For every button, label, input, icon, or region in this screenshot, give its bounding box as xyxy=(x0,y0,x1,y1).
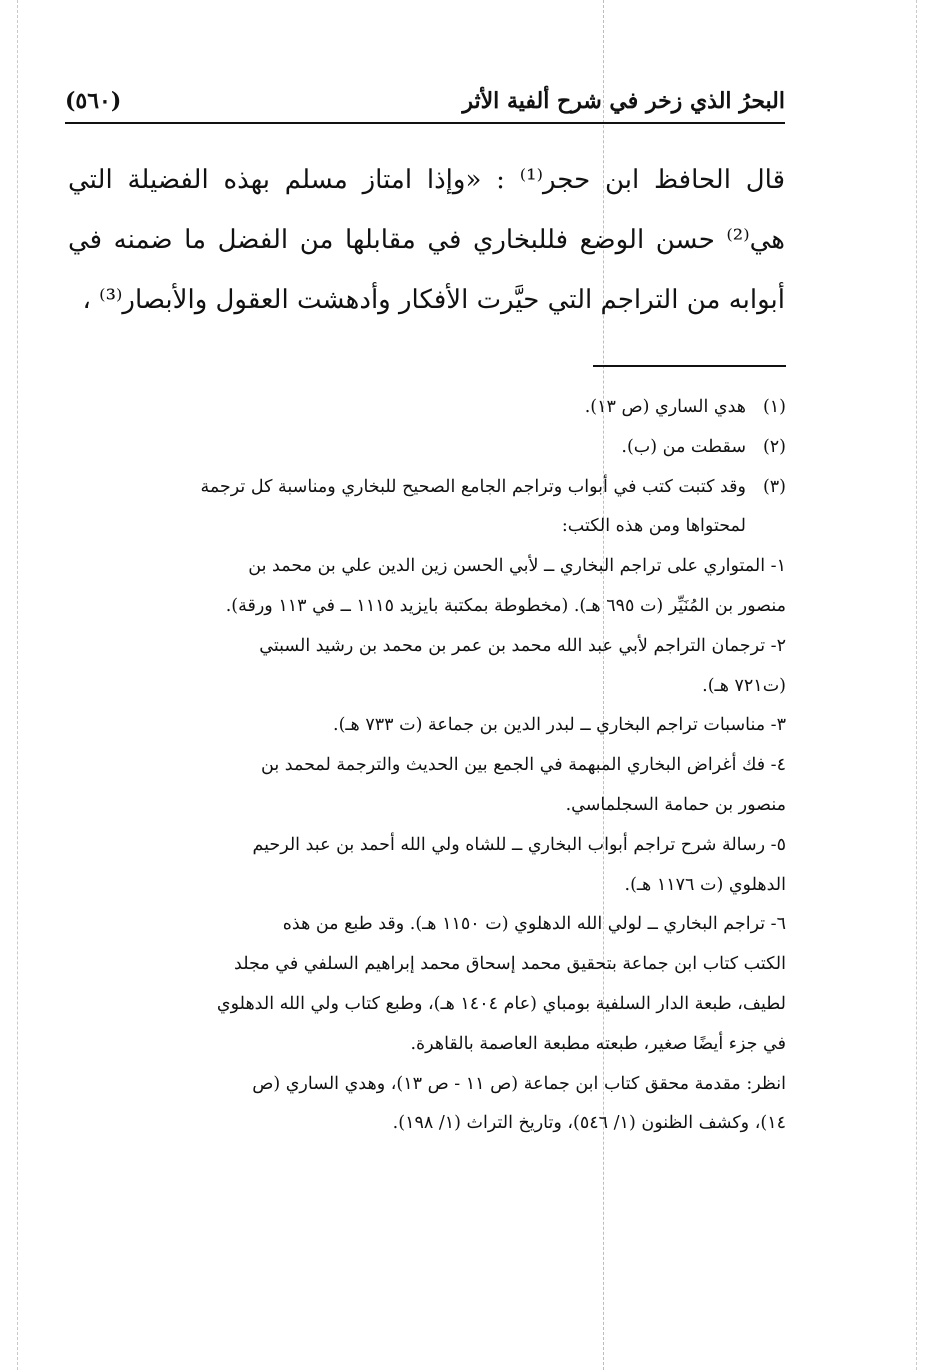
scan-guide-line xyxy=(17,0,18,1370)
footnote-number: (١) xyxy=(762,397,786,417)
book-item-5: ٥- رسالة شرح تراجم أبواب البخاري ــ للشاه ولي الله أحمد بن عبد الرحيم xyxy=(252,834,786,855)
footnote-number: (٣) xyxy=(762,476,786,497)
see-also-line: ١٤)، وكشف الظنون (١/ ٥٤٦)، وتاريخ التراث (١/ ١٩٨). xyxy=(392,1113,786,1134)
book-item-2: ٢- ترجمان التراجم لأبي عبد الله محمد بن عمر بن محمد بن رشيد السبتي xyxy=(259,635,786,656)
main-text-line: قال الحافظ ابن حجر⁽¹⁾ : «وإذا امتاز مسلم بهذه الفضيلة التي xyxy=(68,165,785,195)
footnote-separator xyxy=(593,365,786,367)
book-item-3: ٣- مناسبات تراجم البخاري ــ لبدر الدين بن جماعة (ت ٧٣٣ هـ). xyxy=(333,715,786,736)
book-item-5-cont: الدهلوي (ت ١١٧٦ هـ). xyxy=(624,874,786,895)
page-number: (٥٦٠) xyxy=(65,88,122,114)
book-item-6-cont: الكتب كتاب ابن جماعة بتحقيق محمد إسحاق محمد إبراهيم السلفي في مجلد xyxy=(234,954,786,975)
footnote-line: لمحتواها ومن هذه الكتب: xyxy=(561,516,746,537)
footnote-text: وقد كتبت كتب في أبواب وتراجم الجامع الصحيح للبخاري ومناسبة كل ترجمة xyxy=(200,476,746,497)
book-item-1: ١- المتواري على تراجم البخاري ــ لأبي الحسن زين الدين علي بن محمد بن xyxy=(248,556,786,577)
running-header xyxy=(65,84,785,122)
footnotes xyxy=(68,388,786,1144)
footnote-2 xyxy=(68,428,786,468)
book-item-4-cont: منصور بن حمامة السجلماسي. xyxy=(565,794,786,815)
header-rule xyxy=(65,122,785,124)
main-text xyxy=(68,150,785,330)
footnote-number: (٢) xyxy=(762,436,786,457)
book-item-6: ٦- تراجم البخاري ــ لولي الله الدهلوي (ت ١١٥٠ هـ). وقد طبع من هذه xyxy=(282,914,786,935)
footnote-1 xyxy=(68,388,786,428)
footnote-3 xyxy=(68,468,786,508)
main-text-line: هي⁽²⁾ حسن الوضع فللبخاري في مقابلها من الفضل ما ضمنه في xyxy=(68,225,785,255)
footnote-text: هدي الساري (ص ١٣). xyxy=(584,397,746,417)
book-item-1-cont: منصور بن المُنَيِّر (ت ٦٩٥ هـ). (مخطوطة بمكتبة بايزيد ١١١٥ ــ في ١١٣ ورقة). xyxy=(225,595,786,616)
book-item-6-cont: في جزء أيضًا صغير، طبعته مطبعة العاصمة بالقاهرة. xyxy=(410,1033,786,1054)
scan-guide-line xyxy=(916,0,917,1370)
see-also-line: انظر: مقدمة محقق كتاب ابن جماعة (ص ١١ - ص ١٣)، وهدي الساري (ص xyxy=(252,1073,786,1094)
running-title: البحرُ الذي زخر في شرح ألفية الأثر xyxy=(462,88,785,114)
book-item-6-cont: لطيف، طبعة الدار السلفية بومباي (عام ١٤٠٤ هـ)، وطبع كتاب ولي الله الدهلوي xyxy=(216,993,786,1014)
book-item-4: ٤- فك أغراض البخاري المبهمة في الجمع بين الحديث والترجمة لمحمد بن xyxy=(261,755,786,776)
book-item-2-cont: (ت٧٢١ هـ). xyxy=(702,675,786,696)
main-text-line: أبوابه من التراجم التي حيَّرت الأفكار وأدهشت العقول والأبصار⁽³⁾ ، xyxy=(82,285,785,315)
footnote-text: سقطت من (ب). xyxy=(621,436,746,457)
